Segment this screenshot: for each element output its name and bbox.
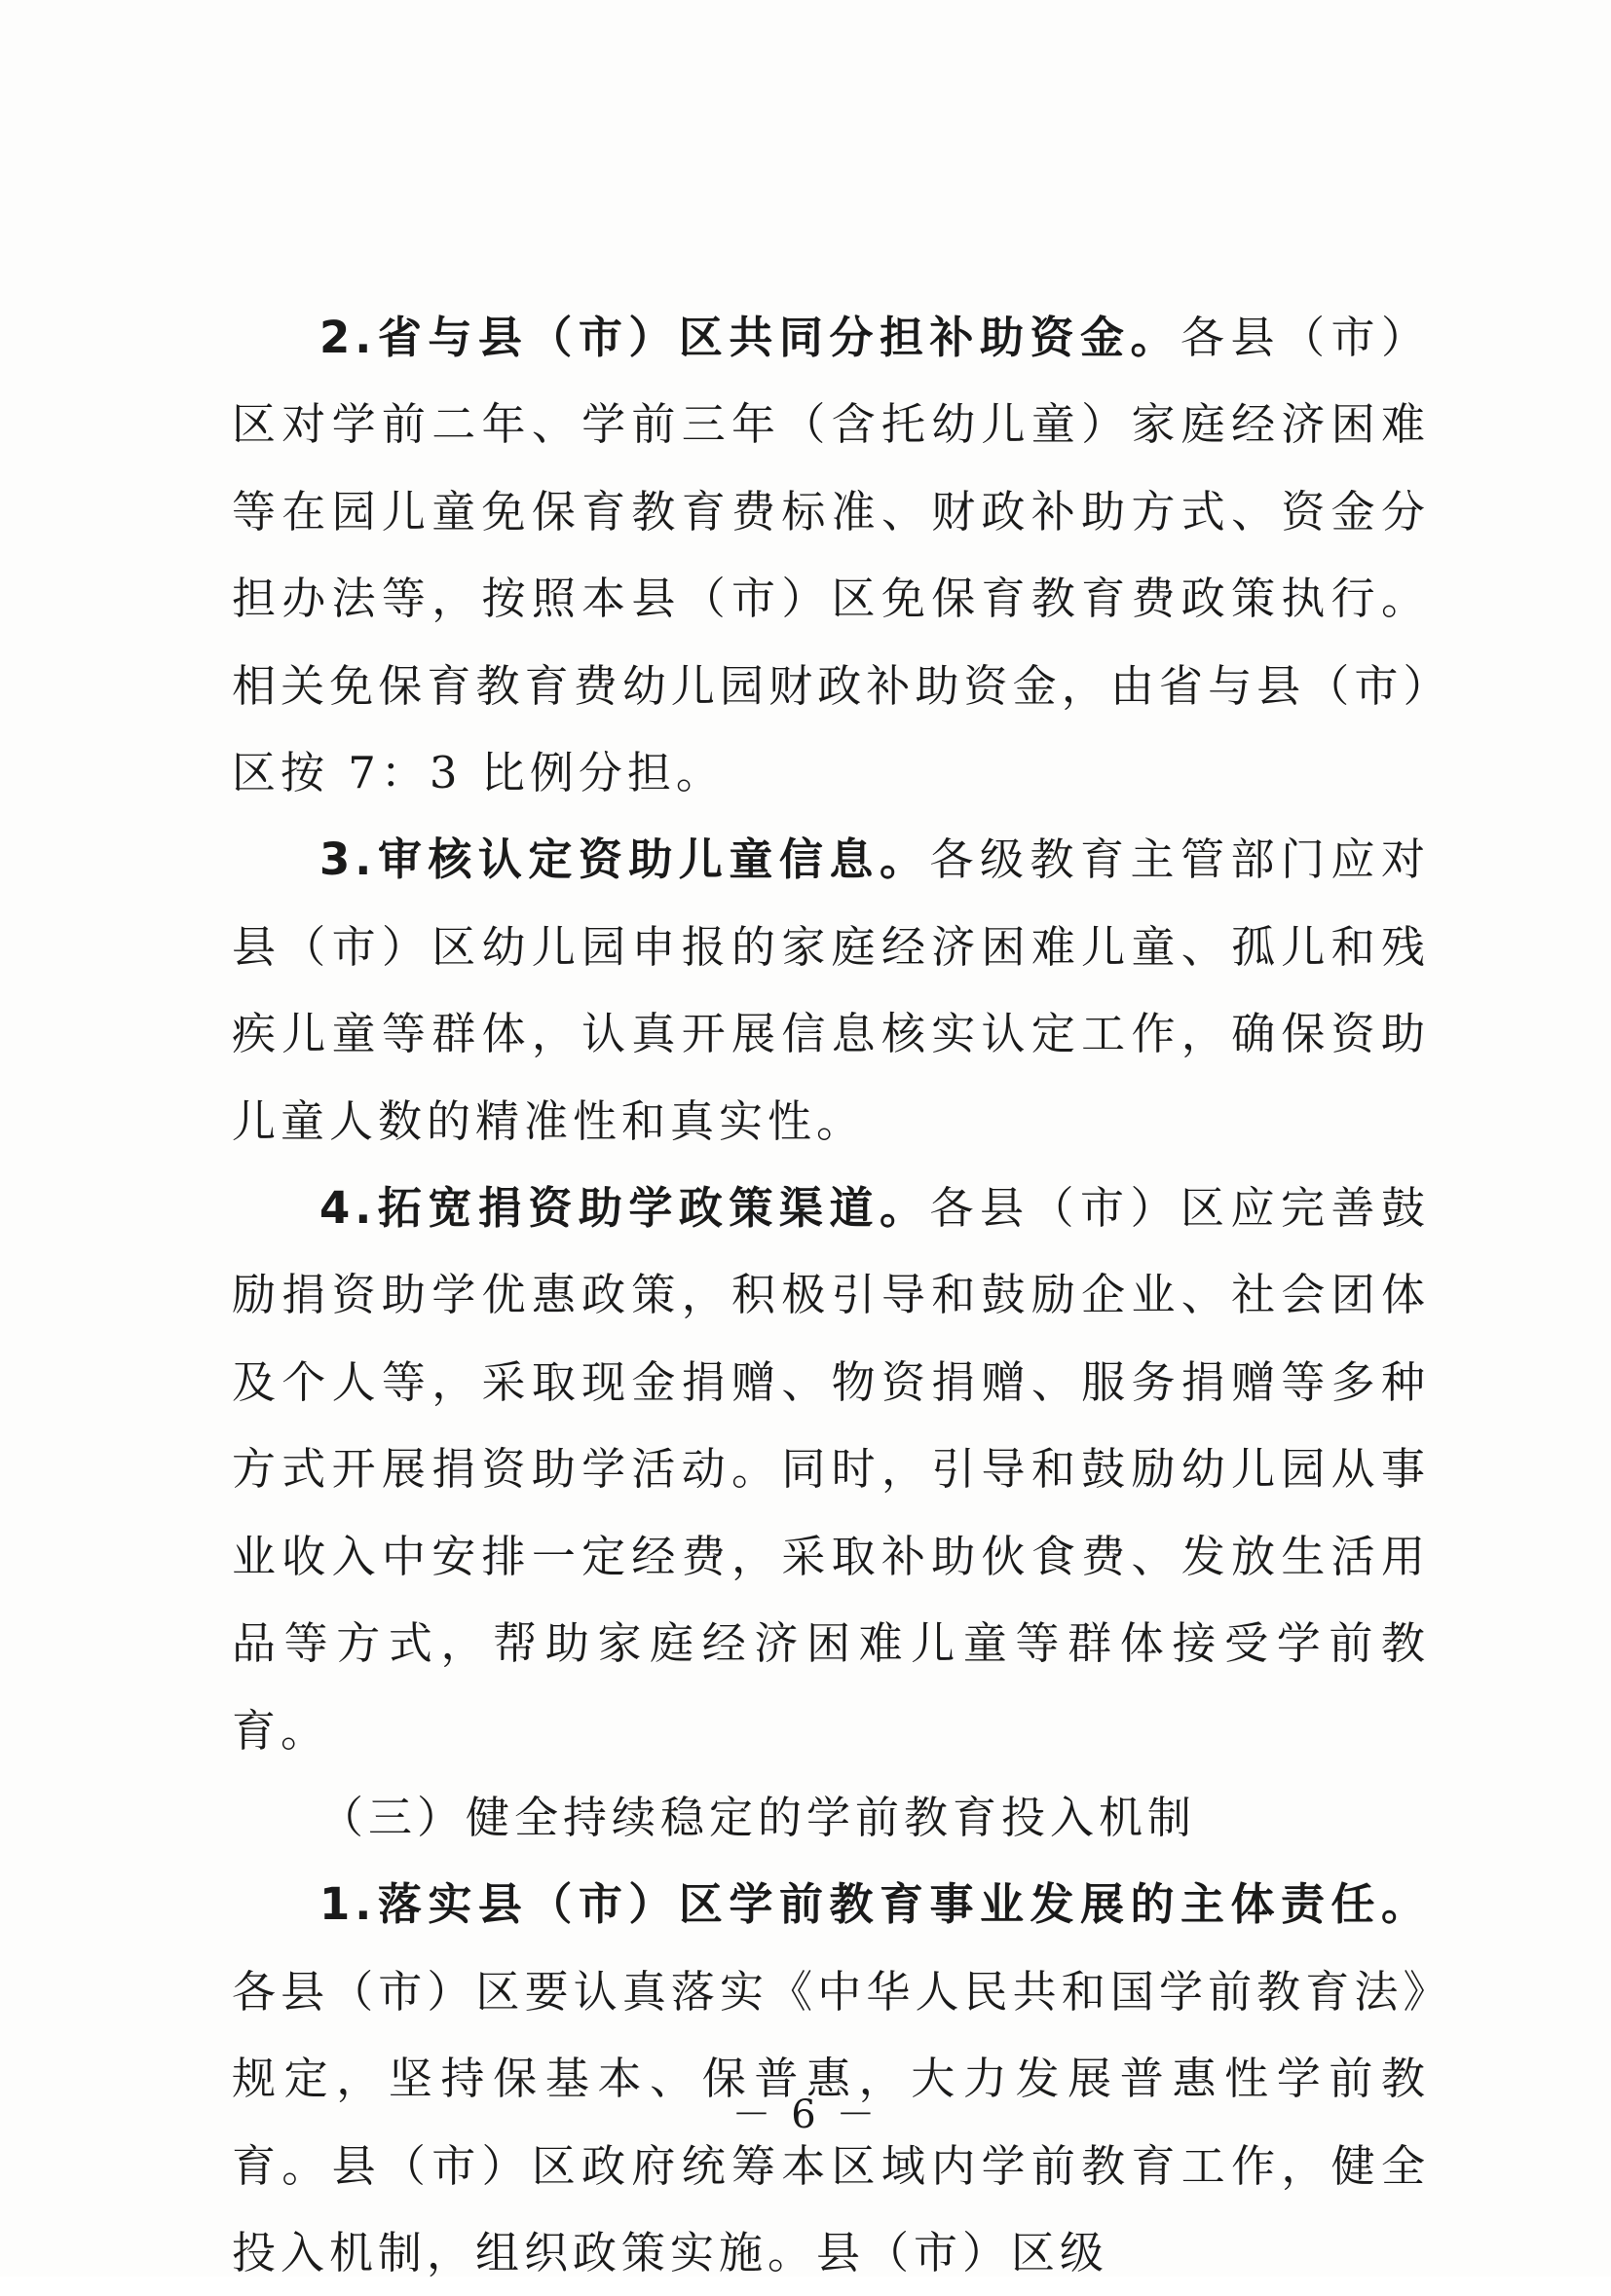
paragraph-lead: 3.审核认定资助儿童信息。 [319, 833, 930, 886]
document-body [232, 294, 1430, 2296]
paragraph-county-responsibility [232, 1861, 1430, 2296]
paragraph-donation-channels [232, 1165, 1430, 1774]
page-number: － 6 － [731, 2092, 880, 2137]
paragraph-lead: 2.省与县（市）区共同分担补助资金。 [319, 312, 1180, 363]
paragraph-lead: 1.落实县（市）区学前教育事业发展的主体责任。 [319, 1878, 1430, 1931]
paragraph-text: 各级教育主管部门应对县（市）区幼儿园申报的家庭经济困难儿童、孤儿和残疾儿童等群体，认真开展信息核实认定工作，确保资助儿童人数的精准性和真实性。 [232, 833, 1430, 1147]
paragraph-verify-info [232, 816, 1430, 1165]
section-heading: （三）健全持续稳定的学前教育投入机制 [319, 1791, 1197, 1843]
paragraph-shared-funding [232, 294, 1430, 816]
paragraph-text: 各县（市）区对学前二年、学前三年（含托幼儿童）家庭经济困难等在园儿童免保育教育费标准、财政补助方式、资金分担办法等，按照本县（市）区免保育教育费政策执行。相关免保育教育费幼儿园财政补助资金，由省与县（市）区按 7：3 比例分担。 [232, 312, 1430, 799]
paragraph-text: 各县（市）区应完善鼓励捐资助学优惠政策，积极引导和鼓励企业、社会团体及个人等，采取现金捐赠、物资捐赠、服务捐赠等多种方式开展捐资助学活动。同时，引导和鼓励幼儿园从事业收入中安排一定经费，采取补助伙食费、发放生活用品等方式，帮助家庭经济困难儿童等群体接受学前教育。 [232, 1182, 1430, 1757]
paragraph-lead: 4.拓宽捐资助学政策渠道。 [319, 1182, 930, 1235]
paragraph-text: 各县（市）区要认真落实《中华人民共和国学前教育法》规定，坚持保基本、保普惠，大力发展普惠性学前教育。县（市）区政府统筹本区域内学前教育工作，健全投入机制，组织政策实施。县（市）区级 [232, 1965, 1430, 2278]
